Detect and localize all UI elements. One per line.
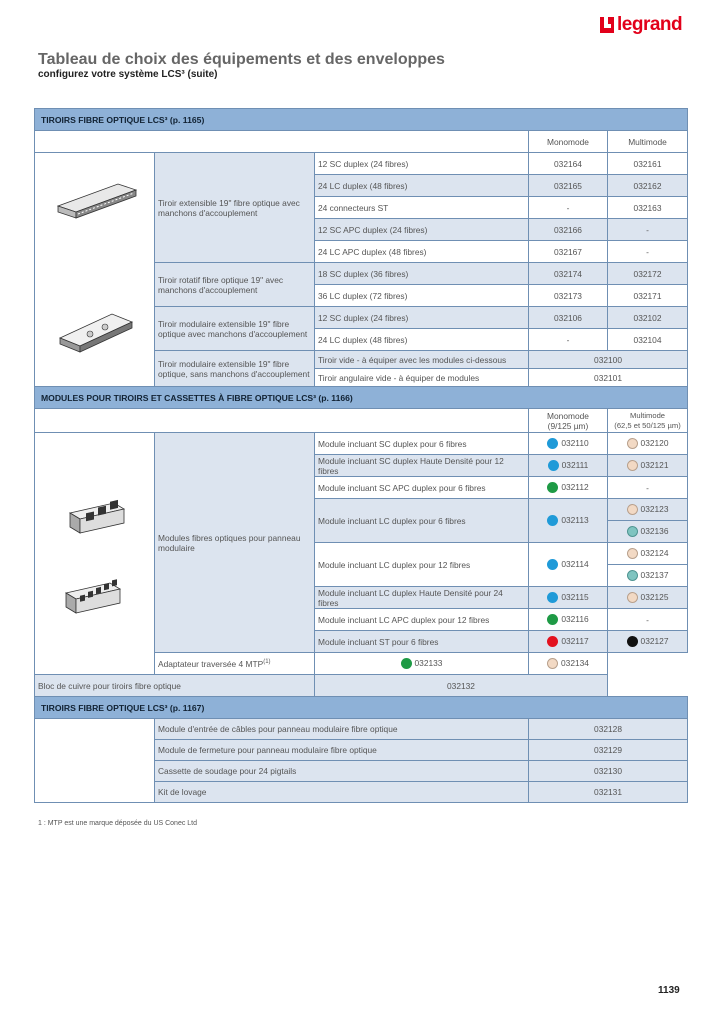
- green-dot-icon: [547, 482, 558, 493]
- teal-dot-icon: [627, 526, 638, 537]
- row-desc: 36 LC duplex (72 fibres): [315, 285, 529, 307]
- row-desc: 12 SC APC duplex (24 fibres): [315, 219, 529, 241]
- row-desc: Adaptateur traversée 4 MTP$^{(1)}$: [155, 653, 315, 675]
- fiber-module-images: [38, 483, 150, 623]
- legrand-logo-mark: [600, 17, 614, 33]
- red-dot-icon: [547, 636, 558, 647]
- product-images-drawers: [35, 153, 155, 387]
- section-header: TIROIRS FIBRE OPTIQUE LCS³ (p. 1167): [35, 697, 688, 719]
- row-desc: 18 SC duplex (36 fibres): [315, 263, 529, 285]
- code-multi: 032163: [608, 197, 688, 219]
- row-desc: 24 connecteurs ST: [315, 197, 529, 219]
- code-multi: 032125: [608, 587, 688, 609]
- code-mono: -: [529, 329, 608, 351]
- black-dot-icon: [627, 636, 638, 647]
- row-desc: Kit de lovage: [155, 782, 529, 803]
- code-mono: 032115: [529, 587, 608, 609]
- group-label: Tiroir rotatif fibre optique 19" avec manchons d'accouplement: [155, 263, 315, 307]
- code-multi: 032161: [608, 153, 688, 175]
- row-desc: Module incluant SC APC duplex pour 6 fibres: [315, 477, 529, 499]
- code-mono: -: [529, 197, 608, 219]
- code-mono: 032113: [529, 499, 608, 543]
- legrand-logo: [600, 14, 682, 36]
- code-multi: 032124: [608, 543, 688, 565]
- col-multimode-um: Multimode (62,5 et 50/125 µm): [608, 409, 688, 433]
- blue-dot-icon: [547, 515, 558, 526]
- code-mono: 032110: [529, 433, 608, 455]
- code-multi: -: [608, 609, 688, 631]
- product-images-accessories: [35, 719, 155, 803]
- group-label: Tiroir modulaire extensible 19" fibre optique avec manchons d'accouplement: [155, 307, 315, 351]
- code-multi: 032102: [608, 307, 688, 329]
- row-desc: Bloc de cuivre pour tiroirs fibre optique: [35, 675, 315, 697]
- blue-dot-icon: [547, 559, 558, 570]
- code-multi: -: [608, 477, 688, 499]
- group-label: Modules fibres optiques pour panneau modulaire: [155, 433, 315, 653]
- row-desc: Module incluant LC duplex Haute Densité pour 24 fibres: [315, 587, 529, 609]
- code-mono: 032111: [529, 455, 608, 477]
- page-number: 1139: [658, 985, 680, 996]
- group-label: Tiroir modulaire extensible 19" fibre optique, sans manchons d'accouplement: [155, 351, 315, 387]
- code-multi: 032172: [608, 263, 688, 285]
- blank-header: [35, 409, 529, 433]
- col-monomode: Monomode: [529, 131, 608, 153]
- selection-table: [34, 108, 688, 803]
- page-title: Tableau de choix des équipements et des enveloppes: [38, 51, 445, 68]
- code-single: 032101: [529, 369, 688, 387]
- row-desc: Module incluant SC duplex Haute Densité pour 12 fibres: [315, 455, 529, 477]
- row-desc: 24 LC duplex (48 fibres): [315, 175, 529, 197]
- code-multi: 032171: [608, 285, 688, 307]
- code-multi: 032137: [608, 565, 688, 587]
- code-single: 032131: [529, 782, 688, 803]
- code-mono: 032106: [529, 307, 608, 329]
- code-mono: 032116: [529, 609, 608, 631]
- footnote: 1 : MTP est une marque déposée du US Conec Ltd: [38, 820, 198, 827]
- col-multimode: Multimode: [608, 131, 688, 153]
- code-mono: 032164: [529, 153, 608, 175]
- green-dot-icon: [401, 658, 412, 669]
- group-label: Tiroir extensible 19" fibre optique avec manchons d'accouplement: [155, 153, 315, 263]
- code-mono: 032165: [529, 175, 608, 197]
- code-multi: 032123: [608, 499, 688, 521]
- code-mono: 032114: [529, 543, 608, 587]
- code-multi: 032162: [608, 175, 688, 197]
- row-desc: Module incluant LC APC duplex pour 12 fibres: [315, 609, 529, 631]
- code-mono: 032174: [529, 263, 608, 285]
- code-multi: 032104: [608, 329, 688, 351]
- code-mono: 032133: [315, 653, 529, 675]
- code-mono: 032166: [529, 219, 608, 241]
- row-desc: Module incluant SC duplex pour 6 fibres: [315, 433, 529, 455]
- row-desc: Module d'entrée de câbles pour panneau modulaire fibre optique: [155, 719, 529, 740]
- beige-dot-icon: [627, 548, 638, 559]
- code-mono: 032112: [529, 477, 608, 499]
- code-mono: 032167: [529, 241, 608, 263]
- row-desc: Module incluant ST pour 6 fibres: [315, 631, 529, 653]
- row-desc: Module incluant LC duplex pour 12 fibres: [315, 543, 529, 587]
- code-mono: 032117: [529, 631, 608, 653]
- code-multi: 032120: [608, 433, 688, 455]
- code-single: 032100: [529, 351, 688, 369]
- row-desc: Module incluant LC duplex pour 6 fibres: [315, 499, 529, 543]
- product-images-modules: [35, 433, 155, 675]
- code-single: 032130: [529, 761, 688, 782]
- page-subtitle: configurez votre système LCS³ (suite): [38, 69, 218, 80]
- code-single: 032132: [315, 675, 608, 697]
- code-mono: 032173: [529, 285, 608, 307]
- code-single: 032129: [529, 740, 688, 761]
- section-header: TIROIRS FIBRE OPTIQUE LCS³ (p. 1165): [35, 109, 688, 131]
- row-desc: 24 LC duplex (48 fibres): [315, 329, 529, 351]
- code-multi: 032121: [608, 455, 688, 477]
- legrand-logo-text: legrand: [617, 14, 683, 35]
- code-multi: 032134: [529, 653, 608, 675]
- fiber-drawer-images: [38, 154, 150, 384]
- row-desc: 12 SC duplex (24 fibres): [315, 307, 529, 329]
- code-multi: -: [608, 241, 688, 263]
- blue-dot-icon: [548, 460, 559, 471]
- teal-dot-icon: [627, 570, 638, 581]
- beige-dot-icon: [627, 460, 638, 471]
- blue-dot-icon: [547, 438, 558, 449]
- code-multi: -: [608, 219, 688, 241]
- beige-dot-icon: [547, 658, 558, 669]
- row-desc: Cassette de soudage pour 24 pigtails: [155, 761, 529, 782]
- row-desc: 24 LC APC duplex (48 fibres): [315, 241, 529, 263]
- blue-dot-icon: [547, 592, 558, 603]
- row-desc: 12 SC duplex (24 fibres): [315, 153, 529, 175]
- row-desc: Module de fermeture pour panneau modulaire fibre optique: [155, 740, 529, 761]
- beige-dot-icon: [627, 592, 638, 603]
- row-desc: Tiroir angulaire vide - à équiper de modules: [315, 369, 529, 387]
- row-desc: Tiroir vide - à équiper avec les modules ci-dessous: [315, 351, 529, 369]
- blank-header: [35, 131, 529, 153]
- code-multi: 032136: [608, 521, 688, 543]
- section-header: MODULES POUR TIROIRS ET CASSETTES À FIBRE OPTIQUE LCS³ (p. 1166): [35, 387, 688, 409]
- green-dot-icon: [547, 614, 558, 625]
- beige-dot-icon: [627, 438, 638, 449]
- col-monomode-um: Monomode (9/125 µm): [529, 409, 608, 433]
- code-multi: 032127: [608, 631, 688, 653]
- beige-dot-icon: [627, 504, 638, 515]
- code-single: 032128: [529, 719, 688, 740]
